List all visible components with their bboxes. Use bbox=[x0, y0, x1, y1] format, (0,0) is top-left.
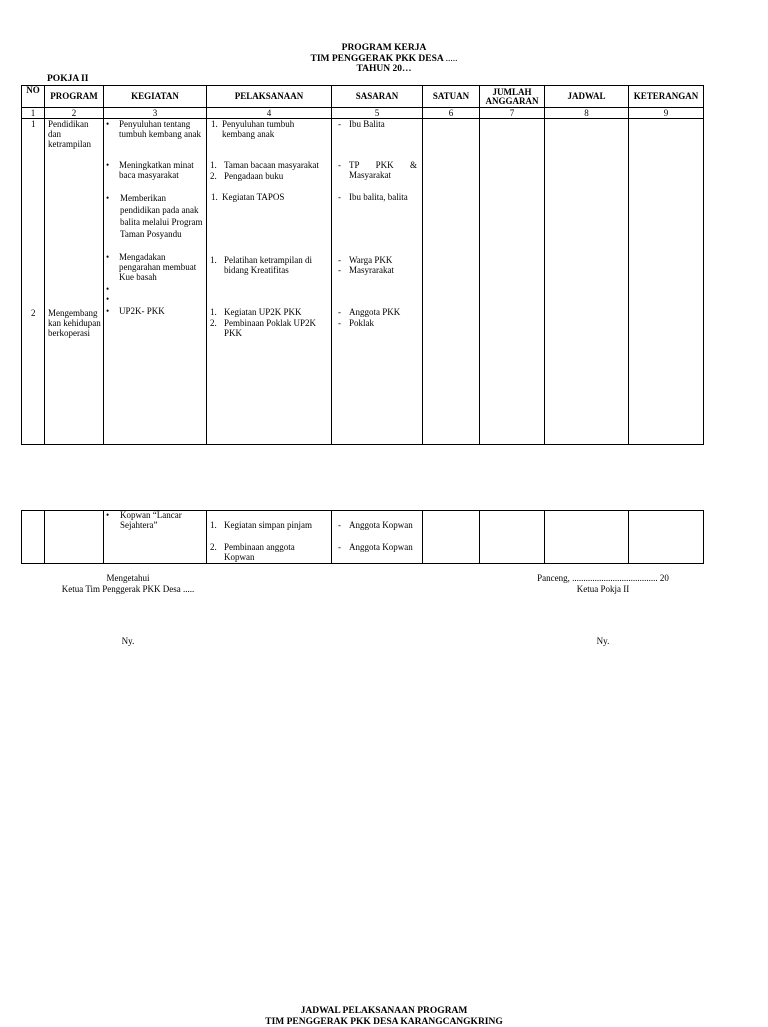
dash-marker: - bbox=[338, 265, 341, 275]
sasaran-cell bbox=[332, 511, 423, 564]
kegiatan-cell bbox=[104, 511, 207, 564]
list-item bbox=[207, 192, 329, 202]
item-number: 1. bbox=[210, 160, 217, 170]
list-item bbox=[332, 542, 420, 552]
jumlah-anggaran-cell bbox=[480, 119, 545, 445]
list-item bbox=[207, 307, 329, 317]
signature-right-name: Ny. bbox=[596, 636, 610, 646]
list-item bbox=[332, 160, 420, 180]
list-item bbox=[104, 119, 204, 139]
keterangan-cell bbox=[629, 119, 704, 445]
table-row bbox=[22, 119, 704, 445]
list-item bbox=[104, 306, 204, 316]
bullet-icon: • bbox=[106, 284, 110, 294]
no-cell bbox=[22, 119, 45, 445]
signature-right-role: Ketua Pokja II bbox=[576, 584, 630, 594]
sasaran-text: Anggota Kopwan bbox=[349, 542, 413, 552]
col-header-satuan: SATUAN bbox=[423, 86, 480, 108]
bullet-icon: • bbox=[106, 294, 110, 304]
document-year: TAHUN 20… bbox=[356, 64, 412, 74]
col-number: 9 bbox=[629, 108, 704, 119]
col-number: 8 bbox=[545, 108, 629, 119]
pelaksanaan-text: Penyuluhan tumbuh kembang anak bbox=[222, 119, 295, 139]
kegiatan-text: Kopwan “Lancar Sejahtera” bbox=[120, 510, 182, 530]
list-item bbox=[207, 160, 329, 170]
sasaran-text: Warga PKK bbox=[349, 255, 393, 265]
dash-marker: - bbox=[338, 192, 341, 202]
pelaksanaan-text: Pengadaan buku bbox=[224, 171, 284, 181]
item-number: 1. bbox=[210, 255, 217, 265]
dash-marker: - bbox=[338, 160, 341, 170]
pokja-label: POKJA II bbox=[47, 74, 89, 84]
kegiatan-text: UP2K- PKK bbox=[119, 306, 165, 316]
item-number: 1. bbox=[211, 119, 218, 129]
dash-marker: - bbox=[338, 255, 341, 265]
list-item bbox=[332, 307, 420, 317]
satuan-cell bbox=[423, 511, 480, 564]
list-item bbox=[332, 255, 420, 265]
pelaksanaan-text: Kegiatan simpan pinjam bbox=[224, 520, 312, 530]
pelaksanaan-text: Pembinaan anggota Kopwan bbox=[224, 542, 295, 562]
sasaran-cell bbox=[332, 119, 423, 445]
jadwal-cell bbox=[545, 119, 629, 445]
header-row bbox=[22, 86, 704, 108]
col-number: 3 bbox=[104, 108, 207, 119]
list-item bbox=[207, 119, 329, 139]
col-number: 4 bbox=[207, 108, 332, 119]
program-name: Pendidikan dan ketrampilan bbox=[48, 119, 91, 149]
col-header-program: PROGRAM bbox=[45, 86, 104, 108]
list-item bbox=[332, 265, 420, 275]
col-number: 6 bbox=[423, 108, 480, 119]
document-subtitle: TIM PENGGERAK PKK DESA ..... bbox=[310, 54, 458, 64]
sasaran-text: Masyrarakat bbox=[349, 265, 394, 275]
kegiatan-text: Mengadakan pengarahan membuat Kue basah bbox=[119, 252, 197, 282]
pelaksanaan-text: Kegiatan TAPOS bbox=[222, 192, 285, 202]
dash-marker: - bbox=[338, 307, 341, 317]
kegiatan-text: Memberikan pendidikan pada anak balita melalui Program Taman Posyandu bbox=[120, 193, 203, 239]
list-item bbox=[332, 119, 420, 129]
table-row bbox=[22, 511, 704, 564]
list-item bbox=[104, 252, 204, 282]
item-number: 1. bbox=[210, 307, 217, 317]
bullet-icon: • bbox=[106, 119, 110, 129]
sasaran-text: TP PKK & Masyarakat bbox=[349, 160, 417, 180]
program-cell bbox=[45, 119, 104, 445]
col-header-jumlah-anggaran: JUMLAH ANGGARAN bbox=[480, 86, 545, 108]
item-number: 1. bbox=[210, 520, 217, 530]
kegiatan-cell bbox=[104, 119, 207, 445]
sasaran-text: Anggota Kopwan bbox=[349, 520, 413, 530]
next-section-subtitle: TIM PENGGERAK PKK DESA KARANGCANGKRING bbox=[265, 1017, 503, 1027]
item-number: 1. bbox=[211, 192, 218, 202]
jumlah-anggaran-cell bbox=[480, 511, 545, 564]
list-item bbox=[104, 160, 204, 180]
col-header-no: NO bbox=[22, 86, 45, 108]
col-header-kegiatan: KEGIATAN bbox=[104, 86, 207, 108]
list-item bbox=[332, 520, 420, 530]
list-item bbox=[207, 318, 319, 338]
pelaksanaan-cell bbox=[207, 119, 332, 445]
list-item bbox=[207, 171, 329, 181]
sasaran-text: Anggota PKK bbox=[349, 307, 401, 317]
col-header-keterangan: KETERANGAN bbox=[629, 86, 704, 108]
no-cell bbox=[22, 511, 45, 564]
list-item bbox=[104, 192, 204, 240]
dash-marker: - bbox=[338, 520, 341, 530]
signature-left-name: Ny. bbox=[121, 636, 135, 646]
program-table bbox=[21, 85, 704, 445]
list-item bbox=[207, 520, 329, 530]
kegiatan-text: Meningkatkan minat baca masyarakat bbox=[119, 160, 194, 180]
col-number: 7 bbox=[480, 108, 545, 119]
col-number: 2 bbox=[45, 108, 104, 119]
program-name: Mengembang kan kehidupan berkoperasi bbox=[48, 308, 101, 338]
jadwal-cell bbox=[545, 511, 629, 564]
sasaran-text: Ibu balita, balita bbox=[349, 192, 408, 202]
bullet-icon: • bbox=[106, 252, 110, 262]
keterangan-cell bbox=[629, 511, 704, 564]
bullet-icon: • bbox=[106, 193, 110, 203]
item-number: 2. bbox=[210, 542, 217, 552]
list-item bbox=[104, 510, 204, 530]
satuan-cell bbox=[423, 119, 480, 445]
document-title: PROGRAM KERJA bbox=[341, 43, 427, 53]
item-number: 2. bbox=[210, 171, 217, 181]
list-item bbox=[207, 255, 329, 275]
dash-marker: - bbox=[338, 119, 341, 129]
next-section-title: JADWAL PELAKSANAAN PROGRAM bbox=[300, 1006, 468, 1016]
signature-right-place-date: Panceng, ...................................... 20 bbox=[537, 573, 669, 583]
pelaksanaan-text: Pelatihan ketrampilan di bidang Kreatifitas bbox=[224, 255, 312, 275]
col-number: 1 bbox=[22, 108, 45, 119]
col-header-jadwal: JADWAL bbox=[545, 86, 629, 108]
sasaran-text: Poklak bbox=[349, 318, 375, 328]
bullet-icon: • bbox=[106, 306, 110, 316]
col-number: 5 bbox=[332, 108, 423, 119]
dash-marker: - bbox=[338, 318, 341, 328]
list-item bbox=[207, 542, 329, 562]
list-item bbox=[332, 318, 420, 328]
pelaksanaan-cell bbox=[207, 511, 332, 564]
kegiatan-text: Penyuluhan tentang tumbuh kembang anak bbox=[119, 119, 201, 139]
pelaksanaan-text: Kegiatan UP2K PKK bbox=[224, 307, 302, 317]
sasaran-text: Ibu Balita bbox=[349, 119, 385, 129]
signature-left-role: Ketua Tim Penggerak PKK Desa ..... bbox=[61, 584, 195, 594]
pelaksanaan-text: Pembinaan Poklak UP2K PKK bbox=[224, 318, 316, 338]
row-number: 2 bbox=[31, 308, 36, 318]
dash-marker: - bbox=[338, 542, 341, 552]
row-number: 1 bbox=[31, 119, 36, 129]
bullet-icon: • bbox=[106, 160, 110, 170]
list-item bbox=[332, 192, 420, 202]
pelaksanaan-text: Taman bacaan masyarakat bbox=[224, 160, 319, 170]
item-number: 2. bbox=[210, 318, 217, 328]
program-cell bbox=[45, 511, 104, 564]
column-number-row bbox=[22, 108, 704, 119]
bullet-icon: • bbox=[106, 510, 110, 520]
col-header-sasaran: SASARAN bbox=[332, 86, 423, 108]
col-header-pelaksanaan: PELAKSANAAN bbox=[207, 86, 332, 108]
signature-left-title: Mengetahui bbox=[106, 573, 150, 583]
continuation-table bbox=[21, 510, 704, 564]
